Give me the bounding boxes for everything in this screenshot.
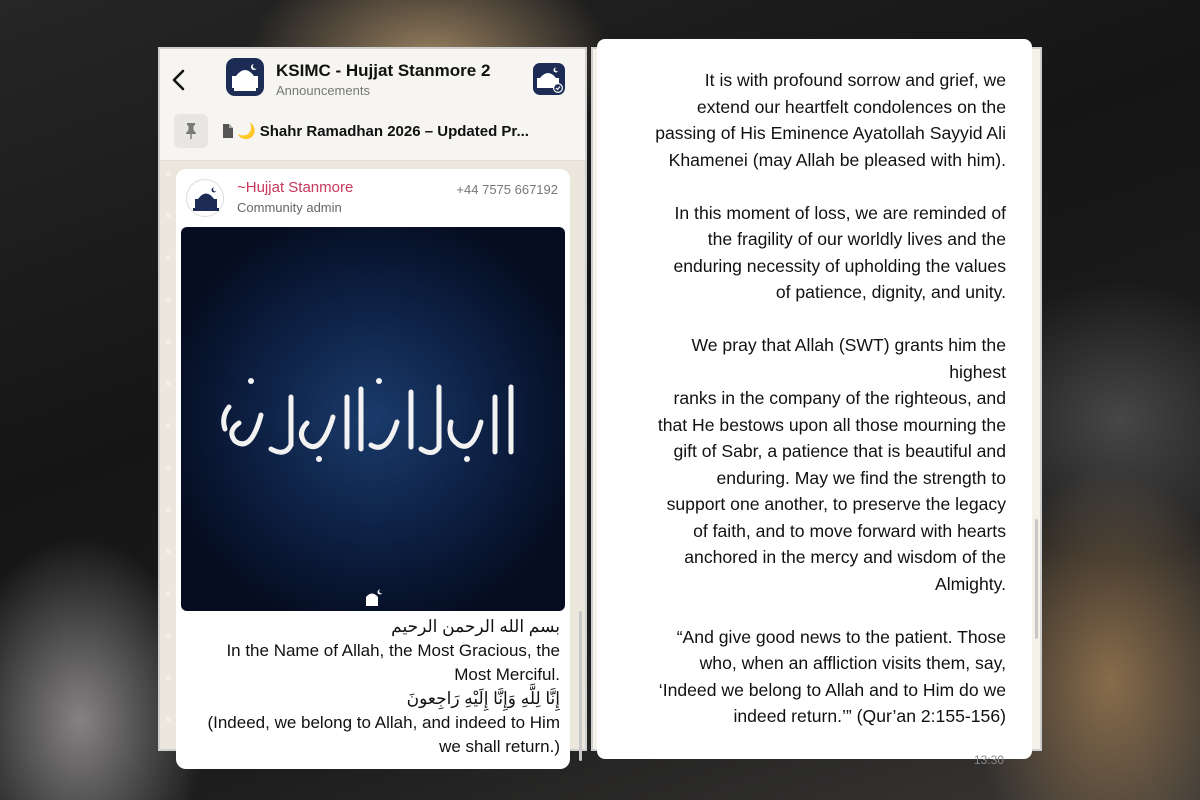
text-line: support one another, to preserve the legacy [666, 494, 1006, 514]
chat-window [158, 47, 587, 756]
text-line: passing of His Eminence Ayatollah Sayyid Ali [655, 123, 1006, 143]
sender-name[interactable]: ~Hujjat Stanmore [237, 179, 354, 196]
chevron-left-icon[interactable] [168, 65, 190, 95]
text-line: Khamenei (may Allah be pleased with him). [668, 149, 1006, 170]
text-line: We pray that Allah (SWT) grants him the [691, 335, 1006, 355]
pin-button[interactable] [174, 114, 208, 148]
calligraphy-image [211, 367, 531, 467]
text-line: anchored in the mercy and wisdom of the [684, 547, 1006, 567]
pin-icon [183, 122, 199, 140]
pinned-message-bar[interactable] [174, 113, 575, 149]
text-line: Almighty. [934, 573, 1006, 594]
text-line: gift of Sabr, a patience that is beautiful and [673, 441, 1006, 461]
chat-subtitle: Announcements [276, 83, 370, 98]
text-line: that He bestows upon all those mourning the [657, 414, 1006, 435]
arabic-verse: إِنَّا لِلَّهِ وَإِنَّا إِلَيْهِ رَاجِعونَ [406, 689, 560, 708]
text-line: ‘Indeed we belong to Allah and to Him do we [658, 679, 1006, 700]
text-line: the fragility of our worldly lives and the [707, 229, 1006, 249]
text-line: enduring. May we find the strength to [716, 467, 1006, 488]
pinned-message[interactable] [222, 122, 529, 140]
chat-title-block[interactable] [276, 61, 490, 98]
group-avatar[interactable] [226, 58, 264, 96]
sender-avatar[interactable] [186, 179, 224, 217]
text-line: “And give good news to the patient. Those [676, 626, 1006, 647]
chat-header [160, 49, 585, 161]
pinned-message-text: Shahr Ramadhan 2026 – Updated Pr... [259, 122, 529, 140]
text-line: highest [949, 361, 1006, 382]
sender-phone[interactable]: +44 7575 667192 [456, 182, 558, 197]
message-bubble[interactable] [176, 169, 570, 769]
paragraph-gap [606, 597, 1006, 624]
text-line: extend our heartfelt condolences on the [696, 96, 1006, 117]
mosque-logo-icon [187, 180, 225, 218]
message-text [186, 615, 560, 759]
message-bubble[interactable] [597, 39, 1032, 767]
community-icon[interactable] [533, 63, 565, 95]
text-line: ranks in the company of the righteous, and [673, 388, 1006, 408]
text-line: of patience, dignity, and unity. [775, 282, 1006, 302]
text-line: of faith, and to move forward with hearts [693, 520, 1006, 541]
community-logo-icon [533, 63, 565, 95]
text-line: who, when an affliction visits them, say, [699, 653, 1006, 673]
text-line: It is with profound sorrow and grief, we [704, 70, 1006, 90]
arabic-bismillah: بسم الله الرحمن الرحيم [391, 617, 560, 636]
document-icon [222, 124, 233, 138]
message-detail-window [591, 47, 1042, 767]
paragraph-gap [606, 306, 1006, 333]
chat-body [160, 161, 585, 756]
mosque-logo-icon [357, 587, 387, 609]
crescent-moon-icon: 🌙 [237, 123, 256, 140]
text-line: In this moment of loss, we are reminded of [674, 202, 1006, 223]
text-line: indeed return.’” (Qur’an 2:155-156) [733, 706, 1006, 726]
chat-title: KSIMC - Hujjat Stanmore 2 [276, 61, 491, 80]
sender-role: Community admin [237, 200, 342, 215]
bismillah-translation: In the Name of Allah, the Most Gracious, the Most Merciful. [226, 641, 560, 684]
condolence-text [606, 67, 1006, 730]
text-line: enduring necessity of upholding the values [673, 255, 1006, 276]
verse-translation: (Indeed, we belong to Allah, and indeed to Him we shall return.) [207, 713, 560, 756]
paragraph-gap [606, 173, 1006, 200]
message-image[interactable] [181, 227, 565, 611]
message-timestamp: 13:30 [973, 753, 1004, 767]
scrollbar[interactable] [579, 611, 582, 761]
mosque-logo-icon [226, 58, 264, 96]
scrollbar[interactable] [1035, 519, 1038, 639]
